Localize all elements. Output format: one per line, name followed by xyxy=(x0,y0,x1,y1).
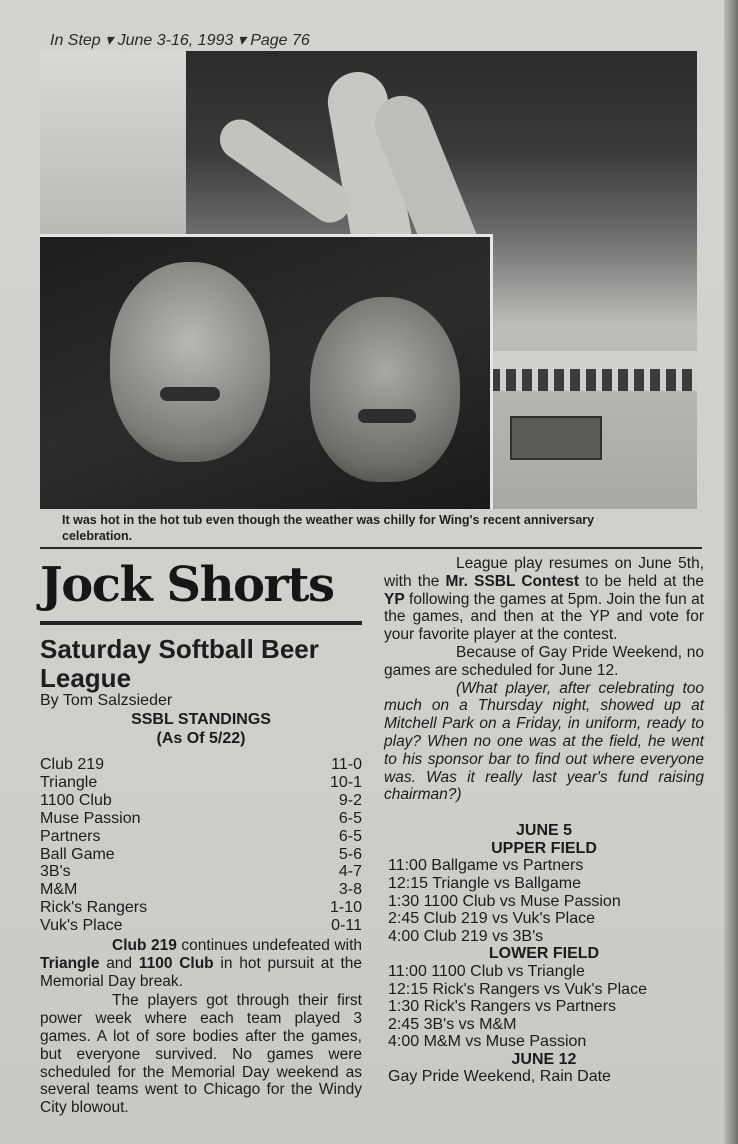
team-record: 0-11 xyxy=(331,917,362,935)
schedule-note: Gay Pride Weekend, Rain Date xyxy=(388,1068,611,1086)
game-item: 11:00 1100 Club vs Triangle xyxy=(388,962,585,980)
team-record: 6-5 xyxy=(338,809,362,827)
team-record: 9-2 xyxy=(338,791,362,809)
team-name: Partners xyxy=(40,827,101,845)
game-item: 11:00 Ballgame vs Partners xyxy=(388,857,584,875)
paragraph-gossip: (What player, after celebrating too much on a Thursday night, showed up at Mitchell Park on a Friday, in uniform, ready to play? When no one was at the field, he went to his sponsor bar to find out where everyone was. Was it really last year's fund raising chairman?) xyxy=(384,679,704,804)
standings-row xyxy=(40,917,362,935)
page-header: In Step ▾ June 3-16, 1993 ▾ Page 76 xyxy=(50,32,310,49)
team-name: 1100 Club xyxy=(40,791,112,809)
team-record: 10-1 xyxy=(329,773,362,791)
schedule-date: JUNE 5 xyxy=(515,822,573,840)
team-name: Muse Passion xyxy=(40,809,141,827)
game-item: 12:15 Rick's Rangers vs Vuk's Place xyxy=(388,980,647,998)
team-record: 6-5 xyxy=(338,827,362,845)
schedule-date: JUNE 12 xyxy=(511,1050,577,1068)
team-name: Rick's Rangers xyxy=(40,899,148,917)
team-name: Ball Game xyxy=(40,845,115,863)
game-item: 4:00 M&M vs Muse Passion xyxy=(388,1033,587,1051)
game-item: 1:30 Rick's Rangers vs Partners xyxy=(388,998,617,1016)
standings-row xyxy=(40,846,362,864)
photo-caption: It was hot in the hot tub even though the weather was chilly for Wing's recent anniversary celebration. xyxy=(62,513,595,543)
team-name: 3B's xyxy=(40,863,71,881)
team-name: M&M xyxy=(40,881,78,899)
byline: By Tom Salzsieder xyxy=(40,692,173,709)
paragraph-standings-summary: Club 219 continues undefeated with Triangle and 1100 Club in hot pursuit at the Memorial Day break. xyxy=(40,937,363,990)
team-name: Vuk's Place xyxy=(40,917,123,935)
game-item: 4:00 Club 219 vs 3B's xyxy=(388,927,544,945)
team-record: 3-8 xyxy=(338,881,362,899)
page-edge xyxy=(724,0,738,1144)
title-rule xyxy=(40,621,362,625)
standings-row xyxy=(40,828,362,846)
right-column xyxy=(384,555,704,1086)
article-title: Jock Shorts xyxy=(40,557,334,613)
article-subhead: Saturday Softball Beer League xyxy=(40,634,319,693)
team-name: Club 219 xyxy=(40,756,105,773)
standings-row xyxy=(40,756,362,774)
team-name: Triangle xyxy=(40,773,98,791)
standings-title: SSBL STANDINGS xyxy=(131,711,271,728)
paragraph-gay-pride: Because of Gay Pride Weekend, no games are scheduled for June 12. xyxy=(384,643,704,679)
standings-row xyxy=(40,810,362,828)
standings-row xyxy=(40,863,362,881)
divider xyxy=(40,547,702,549)
game-item: 1:30 1100 Club vs Muse Passion xyxy=(388,892,621,910)
standings-table xyxy=(40,756,362,935)
game-schedule xyxy=(384,822,704,1086)
standings-row xyxy=(40,881,362,899)
game-item: 2:45 3B's vs M&M xyxy=(388,1015,517,1033)
team-record: 4-7 xyxy=(338,863,362,881)
game-item: 2:45 Club 219 vs Vuk's Place xyxy=(388,910,596,928)
standings-row xyxy=(40,899,362,917)
team-record: 11-0 xyxy=(331,756,362,773)
team-record: 1-10 xyxy=(329,899,362,917)
standings-row xyxy=(40,792,362,810)
left-column xyxy=(40,555,362,1117)
hot-tub-photo xyxy=(40,51,697,509)
team-record: 5-6 xyxy=(338,845,362,863)
standings-row xyxy=(40,774,362,792)
portrait-inset xyxy=(40,234,493,509)
standings-date: (As Of 5/22) xyxy=(156,730,246,747)
field-heading: LOWER FIELD xyxy=(488,945,600,963)
game-item: 12:15 Triangle vs Ballgame xyxy=(388,874,581,892)
paragraph-league-resumes: League play resumes on June 5th, with the Mr. SSBL Contest to be held at the YP following the games at 5pm. Join the fun at the games, and then at the YP and vote for your favorite player at the contest. xyxy=(384,555,704,644)
paragraph-power-week: The players got through their first power week where each team played 3 games. A lot of sore bodies after the games, but everyone survived. No games were scheduled for the Memorial Day weekend as several teams went to Chicago for the Windy City blowout. xyxy=(40,992,362,1117)
field-heading: UPPER FIELD xyxy=(491,839,597,857)
